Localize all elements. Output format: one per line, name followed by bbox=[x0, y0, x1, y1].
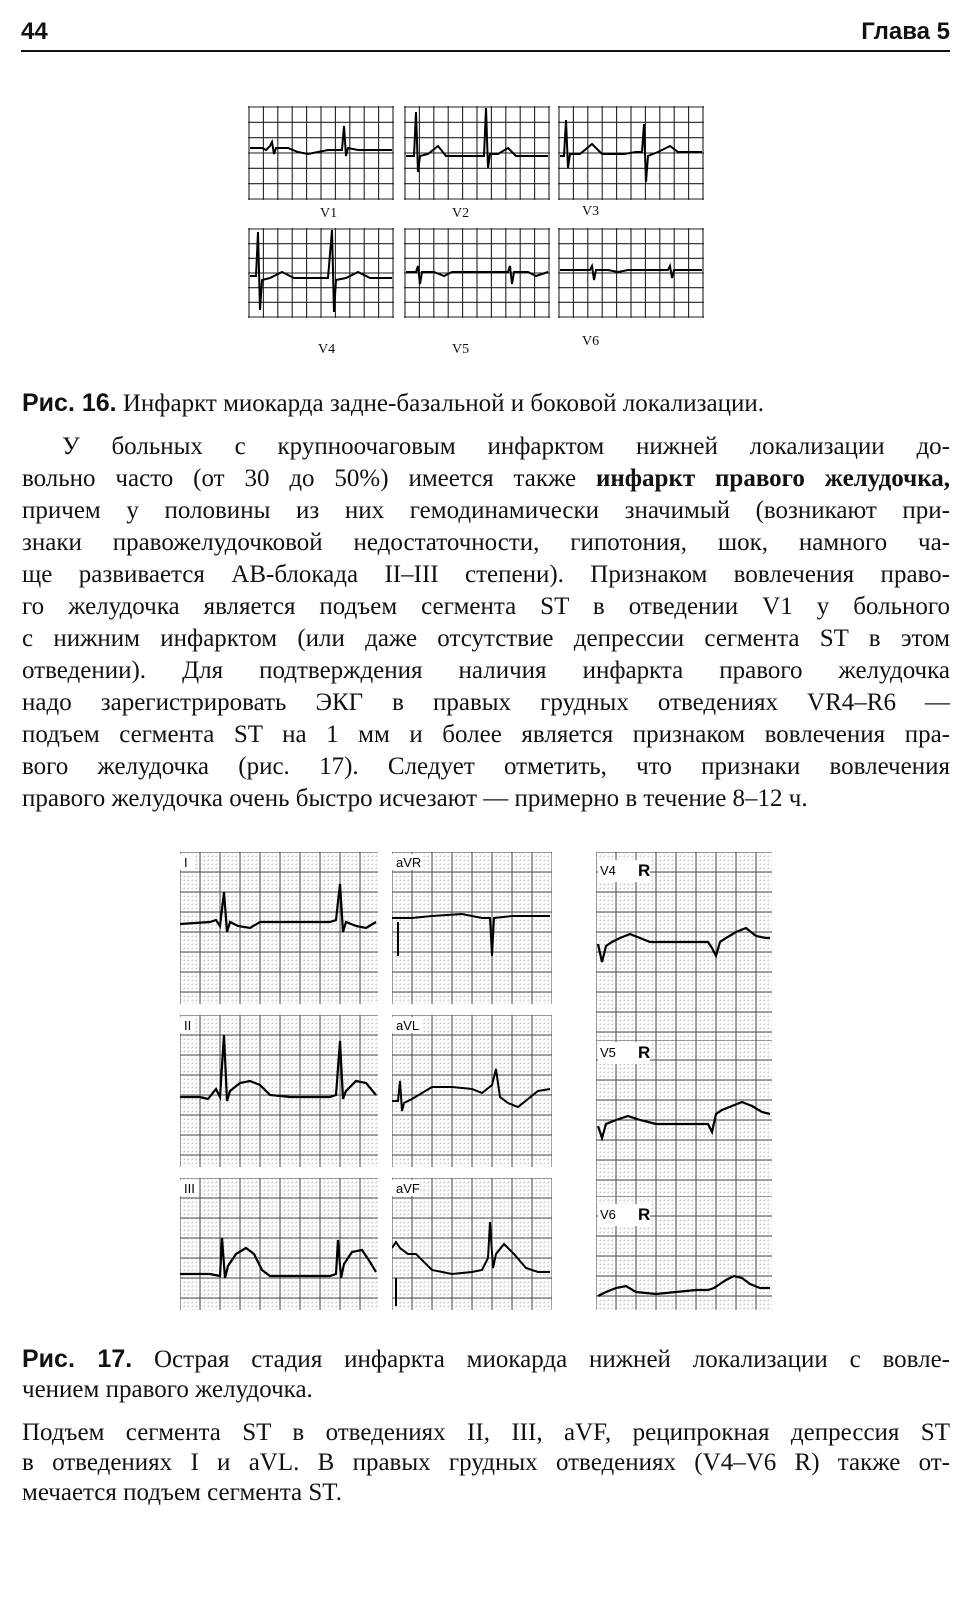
lead-suffix-r: R bbox=[638, 1205, 651, 1224]
body-line: У больных с крупноочаговым инфарктом нижней локализации до- bbox=[62, 433, 950, 460]
lead-label-avl: aVL bbox=[396, 1018, 420, 1033]
note-line: мечается подъем сегмента ST. bbox=[22, 1479, 342, 1506]
ecg-panel-v6 bbox=[558, 228, 704, 318]
lead-label-v6r: V6 bbox=[600, 1207, 616, 1222]
fig16-lead-v5: V5 bbox=[452, 342, 470, 357]
fig16-lead-v6: V6 bbox=[582, 334, 600, 349]
lead-label-v5r: V5 bbox=[600, 1045, 616, 1060]
page-header bbox=[21, 16, 950, 52]
ecg-strip-avr bbox=[392, 852, 552, 1004]
fig16-lead-v4: V4 bbox=[318, 342, 336, 357]
body-paragraph bbox=[22, 431, 950, 815]
ecg-strip-i bbox=[180, 852, 378, 1004]
fig17-caption bbox=[22, 1344, 950, 1405]
ecg-panel-v5 bbox=[404, 228, 550, 318]
body-line bbox=[22, 463, 950, 495]
body-line: вого желудочка (рис. 17). Следует отметить, что признаки вовлечения bbox=[22, 753, 950, 780]
body-line: го желудочка является подъем сегмента ST в отведении V1 у больного bbox=[22, 593, 950, 620]
body-line: причем у половины из них гемодинамически значимый (возникают при- bbox=[22, 497, 950, 524]
fig16-caption bbox=[22, 388, 950, 419]
ecg-panel-v2 bbox=[404, 106, 550, 200]
note-line: Подъем сегмента ST в отведениях II, III, aVF, реципрокная депрессия ST bbox=[22, 1419, 950, 1446]
ecg-panel-v3 bbox=[558, 106, 704, 200]
ecg-strip-iii bbox=[180, 1178, 378, 1310]
body-line-start: вольно часто (от 30 до 50%) имеется также bbox=[22, 465, 596, 492]
lead-label-ii: II bbox=[184, 1018, 192, 1033]
body-bold-term: инфаркт правого желудочка, bbox=[595, 465, 950, 492]
ecg-strip-v6r bbox=[596, 1196, 772, 1310]
fig16-lead-v1: V1 bbox=[320, 206, 338, 221]
page-number: 44 bbox=[21, 18, 48, 45]
fig17-note bbox=[22, 1418, 950, 1508]
ecg-strip-avl bbox=[392, 1015, 552, 1167]
ecg-panel-v1 bbox=[248, 106, 394, 200]
fig16-caption-label: Рис. 16. bbox=[22, 389, 117, 417]
body-line: с нижним инфарктом (или даже отсутствие депрессии сегмента ST в этом bbox=[22, 625, 950, 652]
body-line: надо зарегистрировать ЭКГ в правых грудных отведениях VR4–R6 — bbox=[22, 689, 950, 716]
fig17-caption-label: Рис. 17. bbox=[22, 1345, 133, 1373]
lead-label-iii: III bbox=[184, 1181, 195, 1196]
ecg-panel-v4 bbox=[248, 228, 394, 318]
note-line: в отведениях I и aVL. В правых грудных отведениях (V4–V6 R) также от- bbox=[22, 1449, 950, 1476]
ecg-strip-v5r bbox=[596, 1040, 772, 1196]
body-line: ще развивается АВ-блокада II–III степени). Признаком вовлечения право- bbox=[22, 561, 950, 588]
lead-label-v4r: V4 bbox=[600, 863, 616, 878]
lead-label-avr: aVR bbox=[396, 855, 422, 870]
ecg-strip-ii bbox=[180, 1015, 378, 1167]
fig16-lead-v2: V2 bbox=[452, 206, 470, 221]
fig17-caption-line bbox=[22, 1344, 950, 1375]
fig16-lead-v3: V3 bbox=[582, 204, 600, 219]
fig17-caption-line: чением правого желудочка. bbox=[22, 1376, 313, 1403]
chapter-title: Глава 5 bbox=[861, 18, 950, 45]
body-line: правого желудочка очень быстро исчезают — примерно в течение 8–12 ч. bbox=[22, 785, 808, 812]
lead-suffix-r: R bbox=[638, 861, 651, 880]
body-line: знаки правожелудочковой недостаточности, гипотония, шок, намного ча- bbox=[22, 529, 950, 556]
lead-suffix-r: R bbox=[638, 1043, 651, 1062]
lead-label-i: I bbox=[184, 855, 188, 870]
ecg-strip-avf bbox=[392, 1178, 552, 1310]
ecg-strip-v4r bbox=[596, 852, 772, 1040]
body-line: подъем сегмента ST на 1 мм и более является признаком вовлечения пра- bbox=[22, 721, 950, 748]
body-line: отведении). Для подтверждения наличия инфаркта правого желудочка bbox=[22, 657, 950, 684]
lead-label-avf: aVF bbox=[396, 1181, 420, 1196]
fig16-caption-text: Инфаркт миокарда задне-базальной и боковой локализации. bbox=[116, 390, 765, 417]
fig17-caption-text: Острая стадия инфаркта миокарда нижней локализации с вовле- bbox=[132, 1346, 951, 1373]
